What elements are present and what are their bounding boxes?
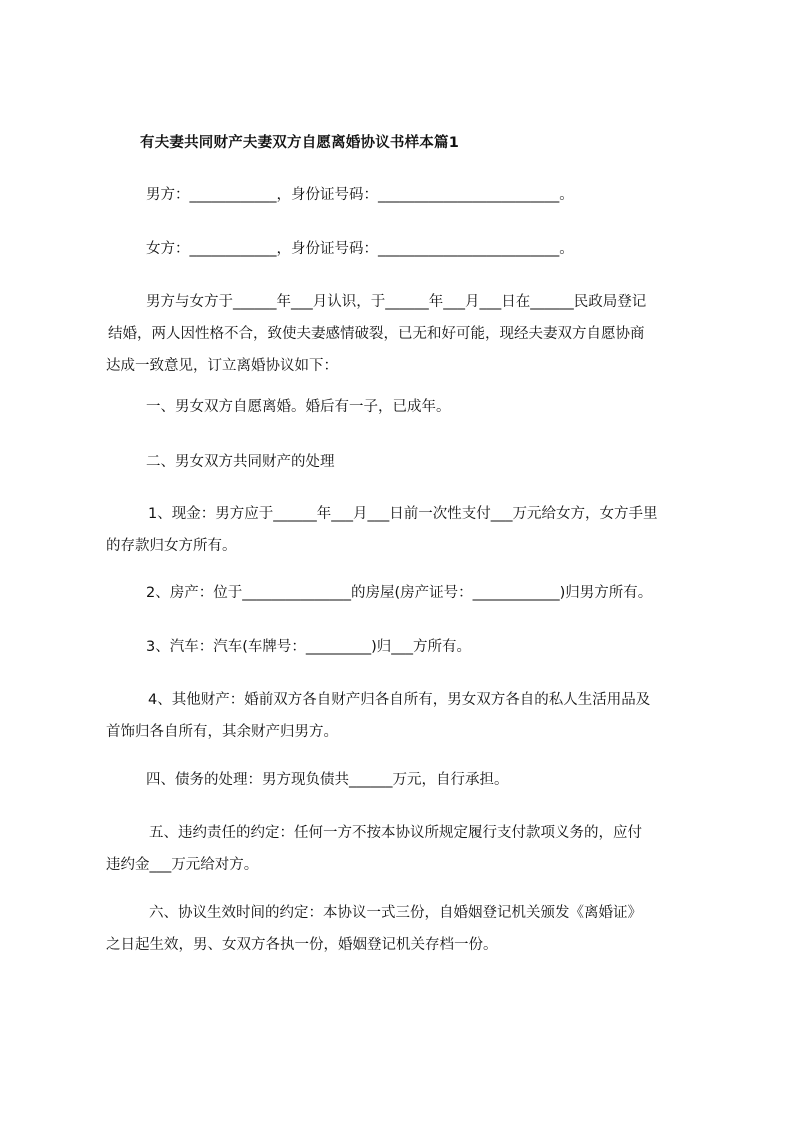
document-title: 有夫妻共同财产夫妻双方自愿离婚协议书样本篇1 xyxy=(140,135,459,151)
paragraph-line: 四、债务的处理：男方现负债共______万元，自行承担。 xyxy=(146,772,509,788)
paragraph-line: 1、现金：男方应于______年___月___日前一次性支付___万元给女方，女方手里 xyxy=(148,506,658,522)
paragraph-clause-4 xyxy=(146,764,509,796)
paragraph-line: 男方与女方于______年___月认识，于______年___月___日在______民政局登记 xyxy=(146,294,647,310)
paragraph-line: 二、男女双方共同财产的处理 xyxy=(146,454,335,470)
paragraph-clause-2 xyxy=(146,446,335,478)
paragraph-line: 首饰归各自所有，其余财产归男方。 xyxy=(106,724,338,740)
paragraph-male-party xyxy=(146,179,574,211)
paragraph-line: 六、协议生效时间的约定：本协议一式三份，自婚姻登记机关颁发《离婚证》 xyxy=(149,905,642,921)
paragraph-clause-5 xyxy=(106,817,642,881)
paragraph-female-party xyxy=(146,233,574,265)
paragraph-clause-6 xyxy=(106,897,642,961)
paragraph-line: 结婚，两人因性格不合，致使夫妻感情破裂，已无和好可能，现经夫妻双方自愿协商 xyxy=(108,326,645,342)
paragraph-line: 2、房产：位于_______________的房屋(房产证号：____________)归男方所有。 xyxy=(146,585,653,601)
paragraph-intro xyxy=(106,286,646,382)
paragraph-clause-2-3 xyxy=(146,631,471,663)
paragraph-clause-2-4 xyxy=(106,684,650,748)
paragraph-line: 的存款归女方所有。 xyxy=(106,538,237,554)
paragraph-line: 4、其他财产：婚前双方各自财产归各自所有，男女双方各自的私人生活用品及 xyxy=(148,692,651,708)
paragraph-line: 3、汽车：汽车(车牌号：_________)归___方所有。 xyxy=(146,639,472,655)
paragraph-line: 女方：____________，身份证号码：_________________________。 xyxy=(146,241,574,257)
paragraph-clause-2-1 xyxy=(106,498,657,562)
paragraph-line: 一、男女双方自愿离婚。婚后有一子，已成年。 xyxy=(146,399,451,415)
paragraph-line: 五、违约责任的约定：任何一方不按本协议所规定履行支付款项义务的，应付 xyxy=(149,825,642,841)
paragraph-line: 男方：____________，身份证号码：_________________________。 xyxy=(146,187,574,203)
paragraph-clause-2-2 xyxy=(146,577,652,609)
paragraph-line: 违约金___万元给对方。 xyxy=(106,857,259,873)
paragraph-line: 之日起生效，男、女双方各执一份，婚姻登记机关存档一份。 xyxy=(106,937,498,953)
paragraph-clause-1 xyxy=(146,391,451,423)
paragraph-line: 达成一致意见，订立离婚协议如下： xyxy=(106,358,338,374)
